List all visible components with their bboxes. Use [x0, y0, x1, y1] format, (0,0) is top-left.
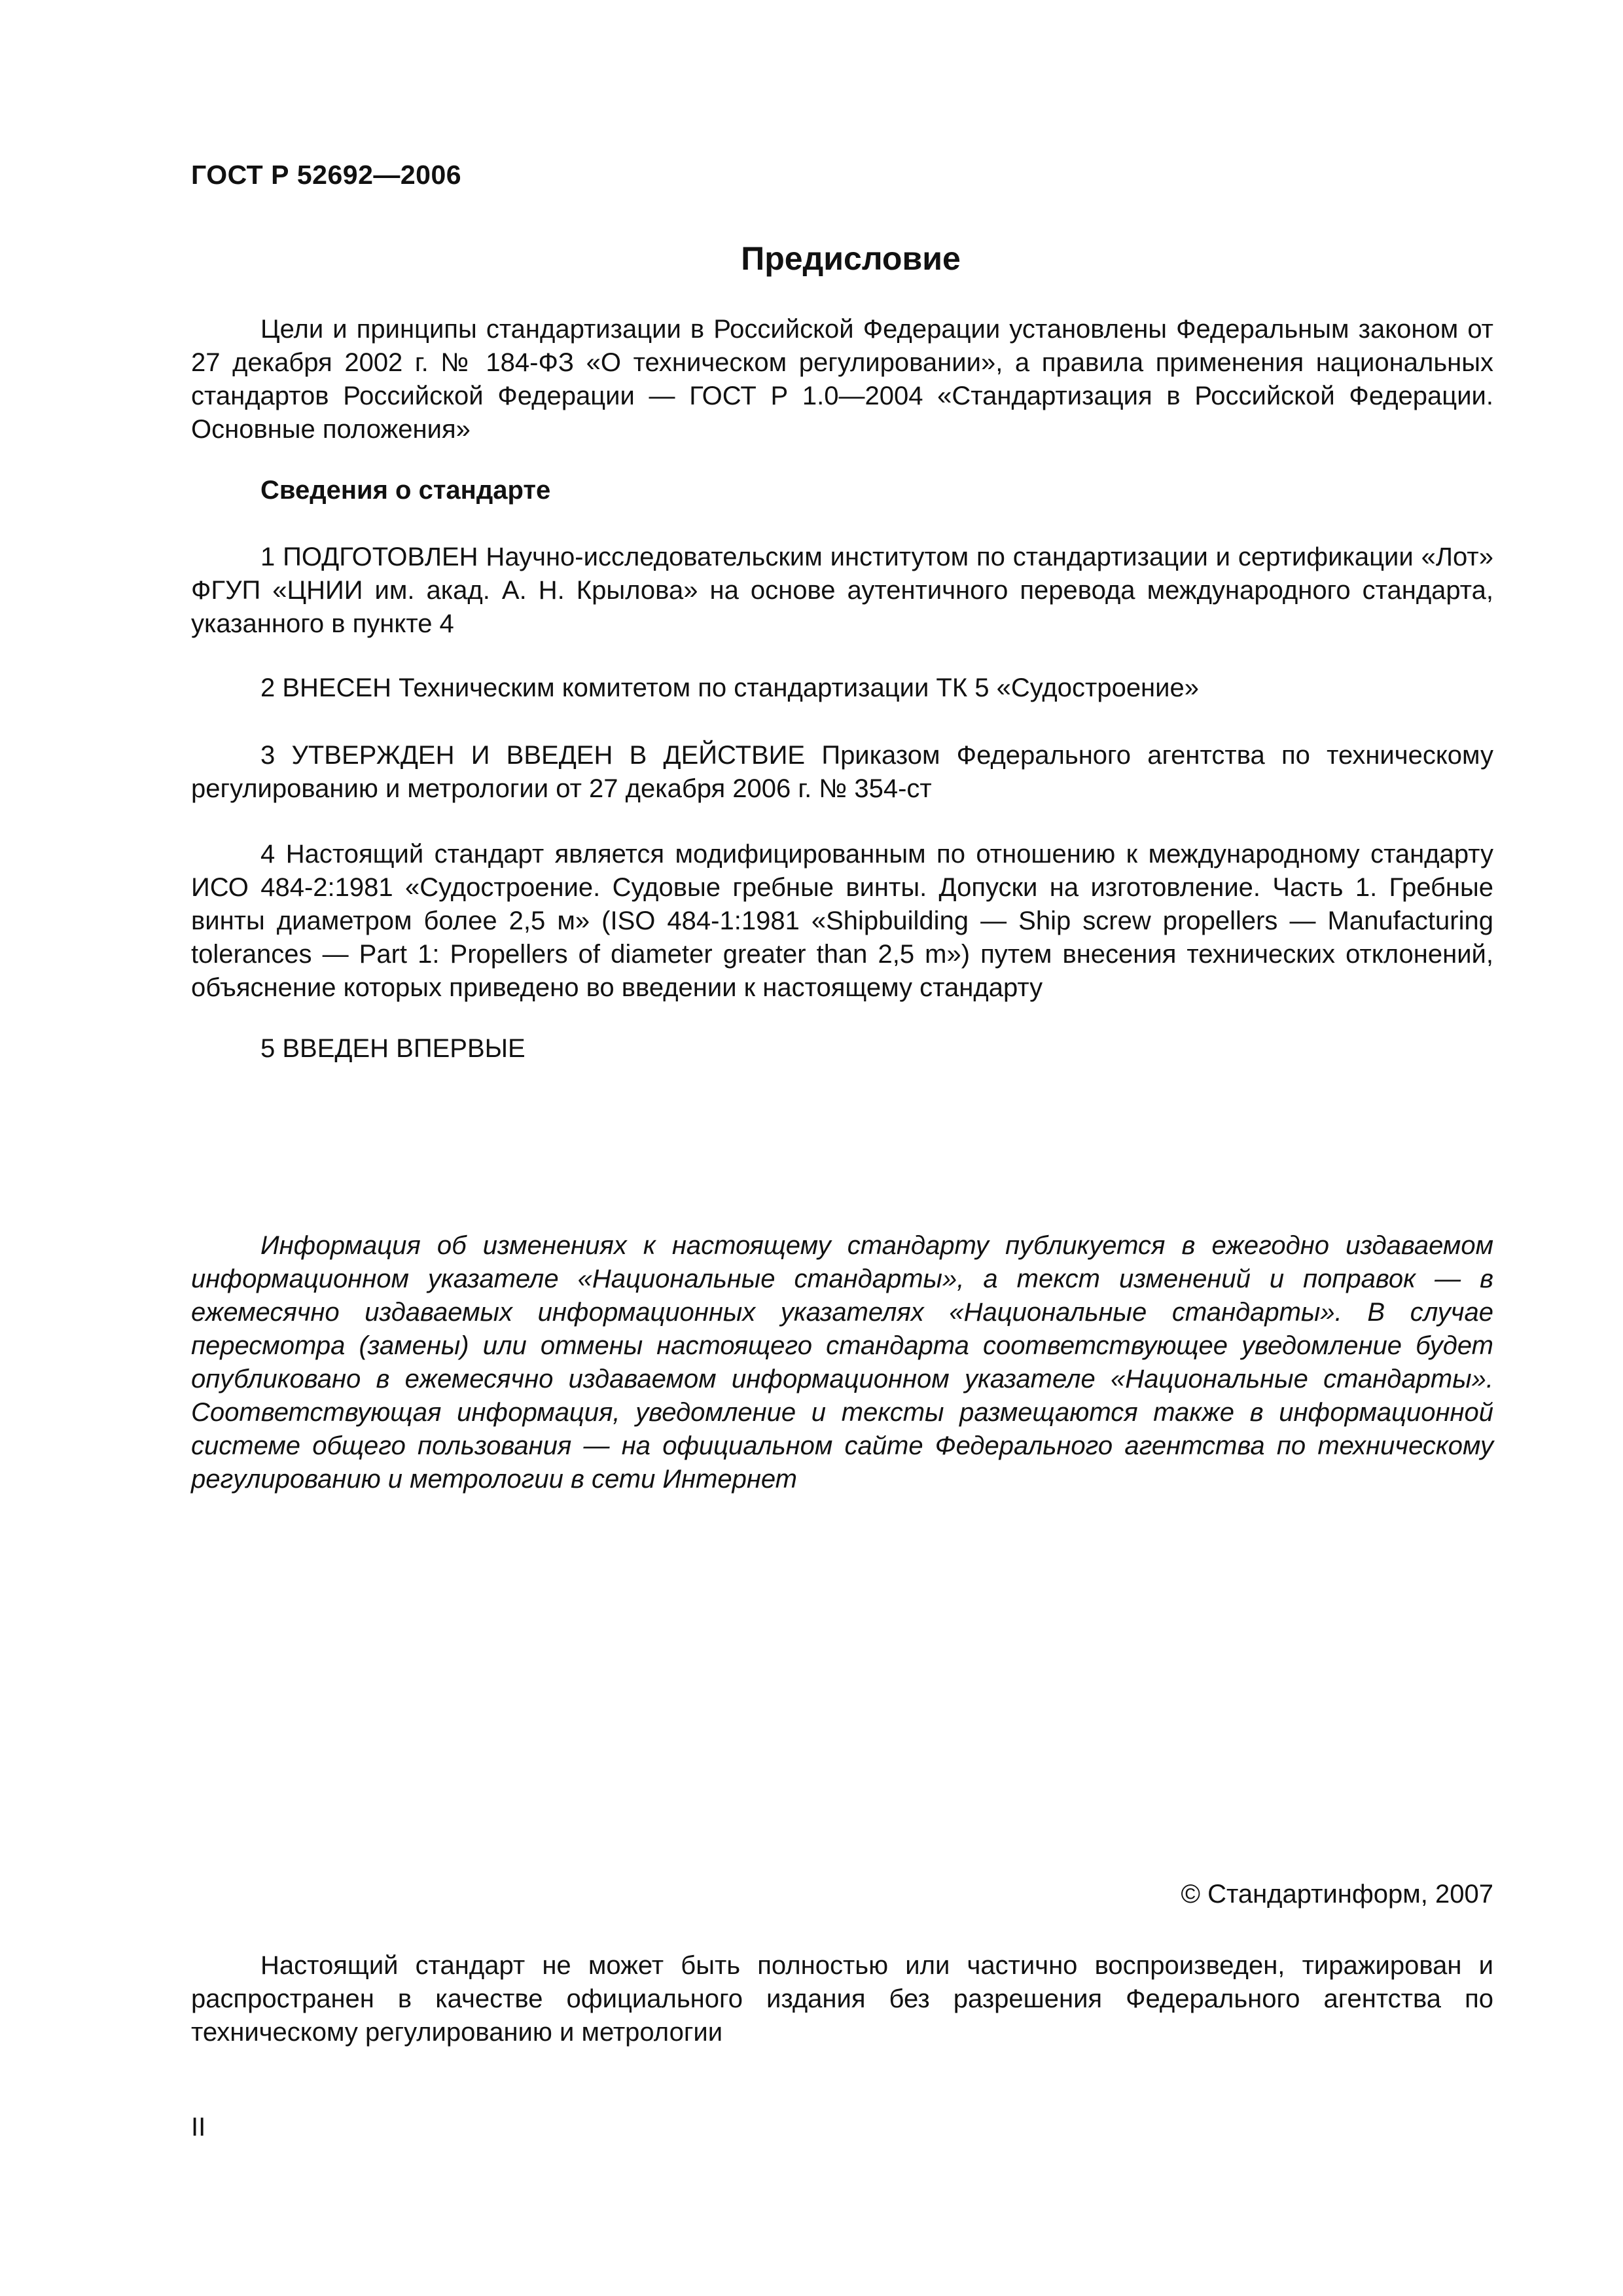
standard-info-item-2: 2 ВНЕСЕН Техническим комитетом по стандартизации ТК 5 «Судостроение» [260, 673, 1199, 702]
page-title: Предисловие [741, 240, 961, 277]
document-code: ГОСТ Р 52692—2006 [191, 160, 462, 190]
standard-info-item-4: 4 Настоящий стандарт является модифицированным по отношению к международному стандарту ИСО 484-2:1981 «Судостроение. Судовые гребные винты. Допуски на изготовление. Часть 1. Гребные винты диаметром более 2,5 м» (ISO 484-1:1981 «Shipbuilding — Ship screw propellers — Manufacturing tolerances — Part 1: Propellers of diameter greater than 2,5 m») путем внесения технических отклонений, объяснение которых приведено во введении к настоящему стандарту [191, 840, 1493, 1002]
reproduction-notice: Настоящий стандарт не может быть полностью или частично воспроизведен, тиражирован и распространен в качестве официального издания без разрешения Федерального агентства по техническому регулированию и метрологии [191, 1951, 1493, 2047]
standard-info-heading: Сведения о стандарте [260, 476, 551, 505]
intro-paragraph: Цели и принципы стандартизации в Российской Федерации установлены Федеральным законом от 27 декабря 2002 г. № 184-ФЗ «О техническом регулировании», а правила применения национальных стандартов Российской Федерации — ГОСТ Р 1.0—2004 «Стандартизация в Российской Федерации. Основные положения» [191, 315, 1493, 444]
page-number: II [191, 2113, 206, 2142]
standard-info-item-5: 5 ВВЕДЕН ВПЕРВЫЕ [260, 1034, 526, 1063]
copyright-line: © Стандартинформ, 2007 [1181, 1880, 1493, 1909]
changes-notice: Информация об изменениях к настоящему стандарту публикуется в ежегодно издаваемом информационном указателе «Национальные стандарты», а текст изменений и поправок — в ежемесячно издаваемых информационных указателях «Национальные стандарты». В случае пересмотра (замены) или отмены настоящего стандарта соответствующее уведомление будет опубликовано в ежемесячно издаваемом информационном указателе «Национальные стандарты». Соответствующая информация, уведомление и тексты размещаются также в информационной системе общего пользования — на официальном сайте Федерального агентства по техническому регулированию и метрологии в сети Интернет [191, 1231, 1493, 1494]
standard-info-item-1: 1 ПОДГОТОВЛЕН Научно-исследовательским институтом по стандартизации и сертификации «Лот» ФГУП «ЦНИИ им. акад. А. Н. Крылова» на основе аутентичного перевода международного стандарта, указанного в пункте 4 [191, 543, 1493, 638]
standard-info-item-3: 3 УТВЕРЖДЕН И ВВЕДЕН В ДЕЙСТВИЕ Приказом Федерального агентства по техническому регулированию и метрологии от 27 декабря 2006 г. № 354-ст [191, 741, 1493, 803]
